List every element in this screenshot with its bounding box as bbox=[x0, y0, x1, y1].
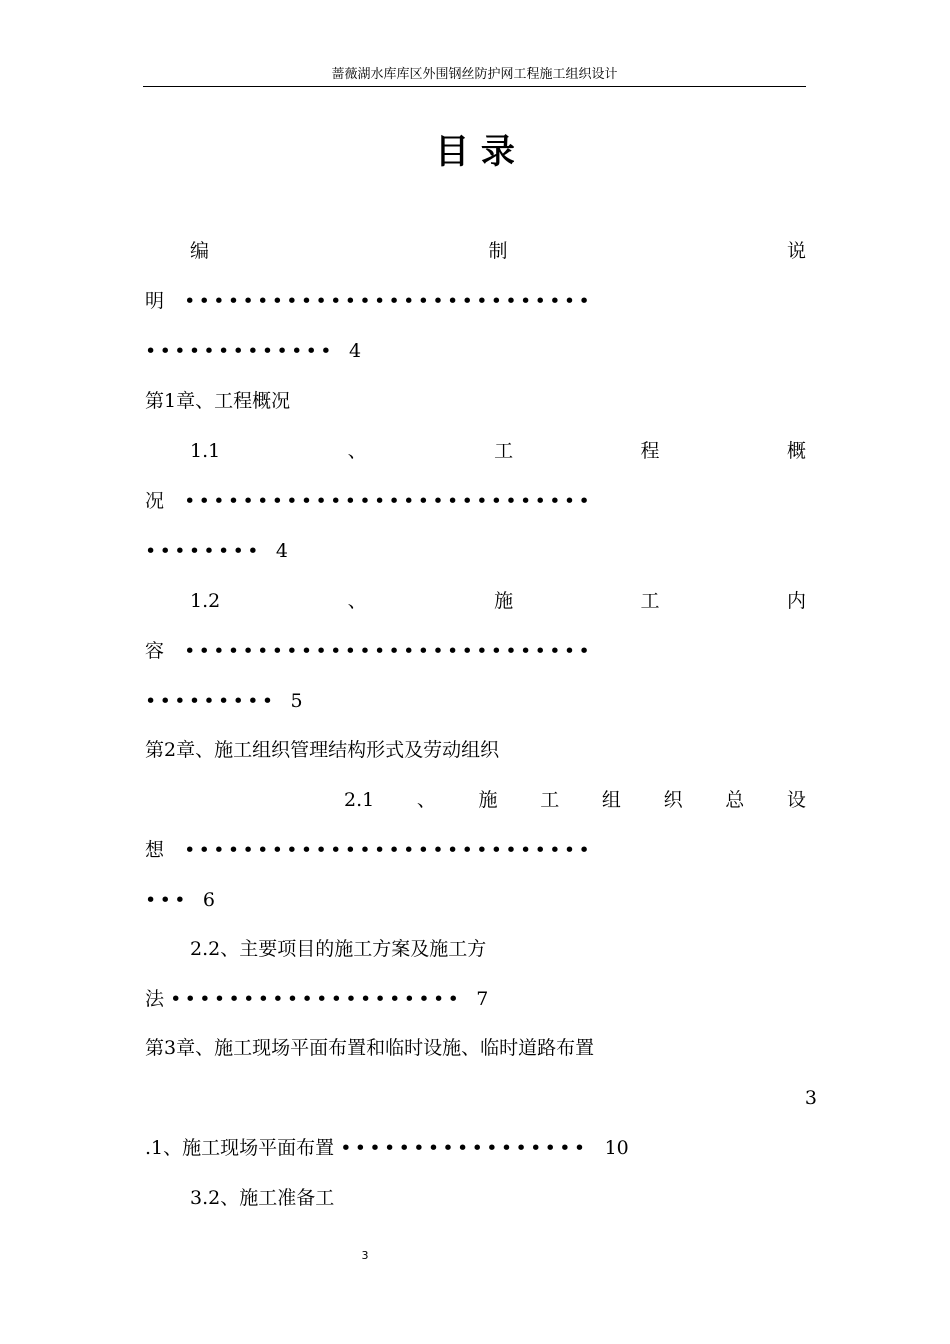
toc-text: 总 bbox=[725, 789, 745, 811]
toc-line-2-1-c bbox=[145, 887, 215, 913]
page-title: 目 录 bbox=[435, 132, 515, 172]
toc-text: 工 bbox=[494, 440, 514, 462]
toc-text: 制 bbox=[488, 240, 508, 262]
toc-text: 、 bbox=[347, 590, 367, 612]
toc-line-1-1-c bbox=[145, 538, 288, 564]
toc-text: 想 bbox=[145, 839, 165, 861]
leader-dots: ••••••••••••••••• bbox=[340, 1137, 589, 1159]
toc-text: 组 bbox=[601, 789, 621, 811]
toc-line-preface-b bbox=[145, 288, 593, 314]
toc-text: 容 bbox=[145, 640, 165, 662]
toc-text: 说 bbox=[786, 240, 806, 262]
toc-chapter-3: 第3章、施工现场平面布置和临时设施、临时道路布置 bbox=[145, 1037, 595, 1059]
toc-text: .1、施工现场平面布置 bbox=[145, 1137, 335, 1159]
toc-line-1-2-c bbox=[145, 688, 303, 714]
toc-line-1-2-a bbox=[190, 588, 806, 614]
toc-text: 2.1 bbox=[344, 789, 375, 811]
toc-line-2-1-a bbox=[344, 787, 806, 813]
toc-line-1-1-b bbox=[145, 488, 593, 514]
toc-line-1-1-a bbox=[190, 438, 806, 464]
toc-line-3-1-a: 3 bbox=[804, 1087, 817, 1109]
toc-text: 工 bbox=[640, 590, 660, 612]
running-header: 蔷薇湖水库库区外围钢丝防护网工程施工组织设计 bbox=[331, 67, 618, 82]
leader-dots: •••••••••••••••••••• bbox=[170, 988, 463, 1010]
toc-text: 内 bbox=[786, 590, 806, 612]
leader-dots: •••••••••••••••••••••••••••• bbox=[184, 290, 594, 312]
toc-text: 、 bbox=[347, 440, 367, 462]
toc-text: 设 bbox=[786, 789, 806, 811]
toc-text: 1.2 bbox=[190, 590, 221, 612]
toc-text: 编 bbox=[190, 240, 210, 262]
page-ref: 4 bbox=[348, 340, 362, 362]
page-ref: 7 bbox=[476, 988, 489, 1010]
page-number: 3 bbox=[361, 1249, 369, 1262]
toc-line-preface-a bbox=[190, 238, 806, 264]
leader-dots: ••••••••••••• bbox=[145, 340, 335, 362]
toc-text: 、 bbox=[416, 789, 436, 811]
toc-text: 况 bbox=[145, 490, 165, 512]
toc-chapter-1: 第1章、工程概况 bbox=[145, 390, 291, 412]
toc-line-preface-c bbox=[145, 338, 361, 364]
toc-text: 程 bbox=[640, 440, 660, 462]
page-ref: 5 bbox=[290, 690, 303, 712]
page-ref: 4 bbox=[275, 540, 288, 562]
toc-line-3-1-b bbox=[145, 1135, 629, 1161]
leader-dots: ••• bbox=[145, 889, 189, 911]
toc-text: 织 bbox=[663, 789, 683, 811]
toc-line-2-2-b bbox=[145, 986, 488, 1012]
leader-dots: •••••••••••••••••••••••••••• bbox=[184, 640, 594, 662]
toc-chapter-2: 第2章、施工组织管理结构形式及劳动组织 bbox=[145, 739, 500, 761]
toc-line-1-2-b bbox=[145, 638, 593, 664]
leader-dots: •••••••• bbox=[145, 540, 262, 562]
toc-text: 法 bbox=[145, 988, 165, 1010]
toc-text: 概 bbox=[786, 440, 806, 462]
header-rule bbox=[143, 86, 806, 87]
toc-text: 1.1 bbox=[190, 440, 221, 462]
toc-line-2-1-b bbox=[145, 837, 593, 863]
leader-dots: •••••••••••••••••••••••••••• bbox=[184, 490, 594, 512]
page-ref: 10 bbox=[604, 1137, 629, 1159]
toc-line-3-2-a: 3.2、施工准备工 bbox=[190, 1187, 335, 1209]
leader-dots: ••••••••• bbox=[145, 690, 277, 712]
page-ref: 6 bbox=[202, 889, 215, 911]
leader-dots: •••••••••••••••••••••••••••• bbox=[184, 839, 594, 861]
toc-text: 明 bbox=[145, 290, 165, 312]
toc-line-2-2-a: 2.2、主要项目的施工方案及施工方 bbox=[190, 938, 487, 960]
toc-text: 工 bbox=[540, 789, 560, 811]
toc-text: 施 bbox=[494, 590, 514, 612]
toc-text: 施 bbox=[478, 789, 498, 811]
